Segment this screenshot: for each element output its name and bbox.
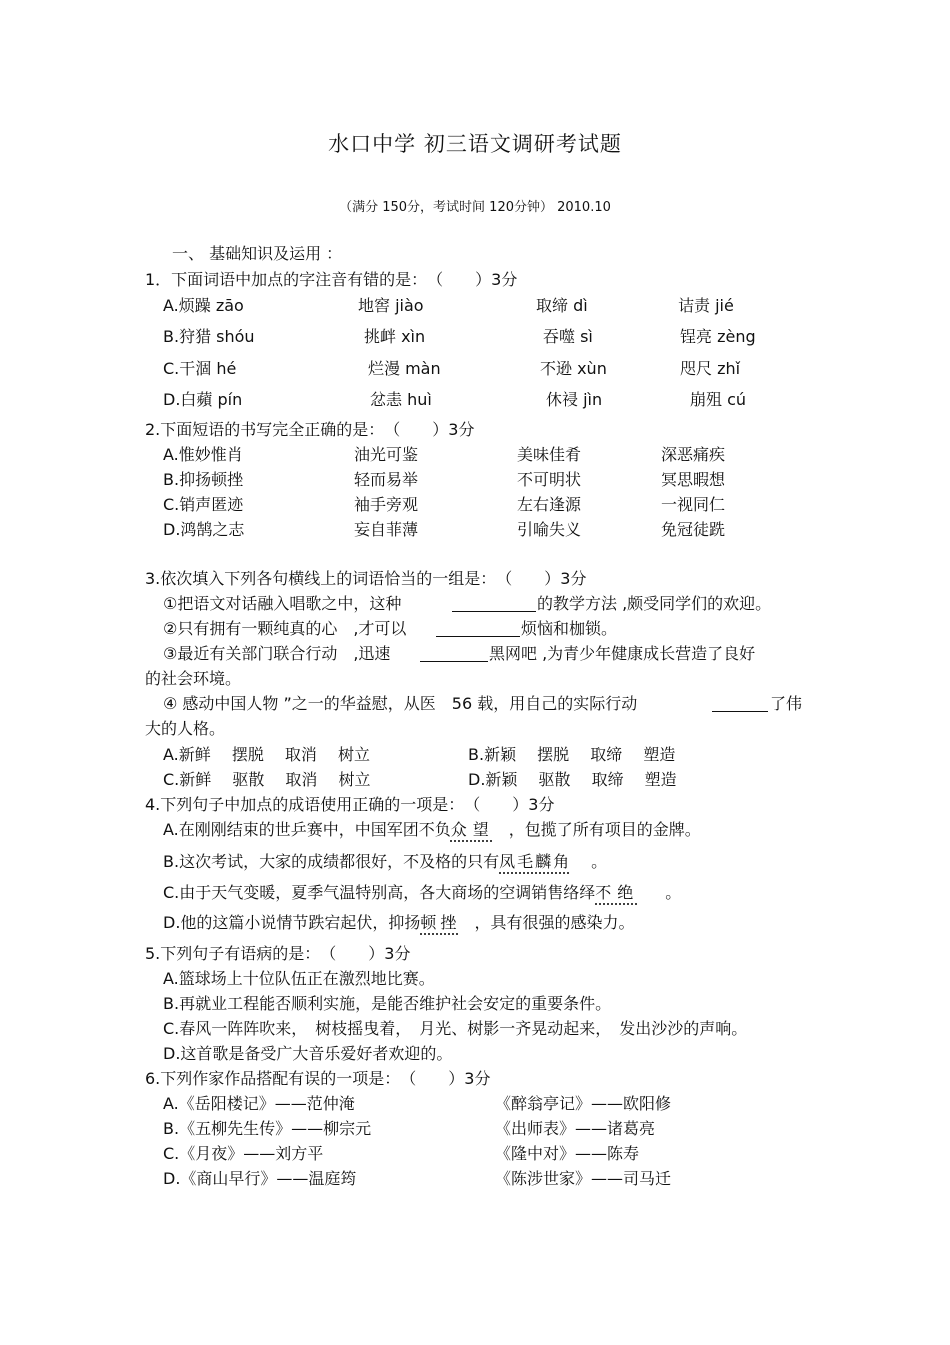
q5-option-b: B.再就业工程能否顺利实施，是能否维护社会安定的重要条件。	[163, 994, 612, 1013]
q6-option: 《出师表》——诸葛亮	[495, 1119, 656, 1138]
q1-option: 不逊 xùn	[540, 359, 607, 378]
q2-option: 袖手旁观	[354, 495, 419, 514]
q1-option: C.干涸 hé	[163, 359, 237, 378]
q3-sentence: 大的人格。	[145, 719, 226, 738]
q6-option: C.《月夜》——刘方平	[163, 1144, 324, 1163]
q2-option: C.销声匿迹	[163, 495, 244, 514]
q3-sentence: ②只有拥有一颗纯真的心 ,才可以	[163, 619, 407, 638]
q6-option: 《陈涉世家》——司马迁	[495, 1169, 672, 1188]
q6-option: B.《五柳先生传》——柳宗元	[163, 1119, 372, 1138]
q2-option: 美味佳肴	[517, 445, 582, 464]
q4-option-b	[163, 852, 607, 872]
q1-option: B.狩猎 shóu	[163, 327, 255, 346]
blank-line	[420, 661, 488, 662]
exam-info: （满分 150分，考试时间 120分钟） 2010.10	[339, 200, 611, 215]
section-heading: 一、 基础知识及运用 ：	[172, 244, 343, 263]
q3-option-a: A.新鲜 摆脱 取消 树立	[163, 745, 371, 764]
q5-option-a: A.篮球场上十位队伍正在激烈地比赛。	[163, 969, 435, 988]
q4-stem: 4.下列句子中加点的成语使用正确的一项是： （ ）3分	[145, 795, 555, 814]
q1-option: D.白蘋 pín	[163, 390, 243, 409]
sentence-text: 。	[665, 883, 682, 902]
dotted-idiom: 不绝	[595, 883, 640, 902]
q1-option: 取缔 dì	[536, 296, 588, 315]
sentence-text: B.这次考试，大家的成绩都很好，不及格的只有	[163, 852, 500, 871]
q2-option: 引喻失义	[517, 520, 582, 539]
q2-option: 左右逢源	[517, 495, 582, 514]
q3-option-d: D.新颖 驱散 取缔 塑造	[468, 770, 677, 789]
q1-option: 烂漫 màn	[368, 359, 441, 378]
q6-option: 《醉翁亭记》——欧阳修	[495, 1094, 672, 1113]
q1-option: 地窖 jiào	[358, 296, 424, 315]
q2-option: 深恶痛疾	[661, 445, 726, 464]
q2-option: 轻而易举	[354, 470, 419, 489]
q3-sentence: 了伟	[770, 694, 803, 713]
q1-option: 锃亮 zèng	[680, 327, 756, 346]
q6-option: A.《岳阳楼记》——范仲淹	[163, 1094, 355, 1113]
q1-option: 崩殂 cú	[690, 390, 747, 409]
q3-option-b: B.新颖 摆脱 取缔 塑造	[468, 745, 676, 764]
blank-line	[452, 611, 536, 612]
q3-sentence: 黑网吧 ,为青少年健康成长营造了良好	[489, 644, 756, 663]
dotted-idiom: 众望	[450, 820, 495, 839]
dotted-idiom: 凤毛麟角	[499, 852, 572, 871]
sentence-text: D.他的这篇小说情节跌宕起伏，抑扬	[163, 913, 421, 932]
q1-option: A.烦躁 zāo	[163, 296, 244, 315]
blank-line	[712, 711, 768, 712]
blank-line	[436, 636, 520, 637]
q1-option: 咫尺 zhǐ	[680, 359, 741, 378]
q1-option: 吞噬 sì	[543, 327, 593, 346]
q1-stem: 1．下面词语中加点的字注音有错的是： （ ）3分	[145, 270, 518, 289]
q4-option-d	[163, 913, 634, 933]
q1-option: 忿恚 huì	[370, 390, 432, 409]
q2-option: 妄自菲薄	[354, 520, 419, 539]
q6-option: 《隆中对》——陈寿	[495, 1144, 640, 1163]
q1-option: 诘责 jié	[678, 296, 734, 315]
q2-option: A.惟妙惟肖	[163, 445, 243, 464]
q3-stem: 3.依次填入下列各句横线上的词语恰当的一组是： （ ）3分	[145, 569, 587, 588]
q3-sentence: 烦恼和枷锁。	[521, 619, 618, 638]
q6-stem: 6.下列作家作品搭配有误的一项是： （ ）3分	[145, 1069, 491, 1088]
sentence-text: C.由于天气变暖，夏季气温特别高，各大商场的空调销售络绎	[163, 883, 596, 902]
q5-option-d: D.这首歌是备受广大音乐爱好者欢迎的。	[163, 1044, 453, 1063]
sentence-text: ，具有很强的感染力。	[474, 913, 635, 932]
page-title: 水口中学 初三语文调研考试题	[328, 132, 622, 156]
q3-sentence: ③最近有关部门联合行动 ,迅速	[163, 644, 391, 663]
dotted-idiom: 顿挫	[420, 913, 461, 932]
q5-option-c: C.春风一阵阵吹来， 树枝摇曳着， 月光、树影一齐晃动起来， 发出沙沙的声响。	[163, 1019, 748, 1038]
q3-sentence: ①把语文对话融入唱歌之中，这种	[163, 594, 402, 613]
q1-option: 休祲 jìn	[546, 390, 603, 409]
sentence-text: 。	[591, 852, 608, 871]
q2-option: 一视同仁	[661, 495, 726, 514]
q2-option: 油光可鉴	[354, 445, 419, 464]
q2-option: 冥思暇想	[661, 470, 726, 489]
q4-option-a	[163, 820, 701, 840]
q2-option: 不可明状	[517, 470, 582, 489]
q5-stem: 5.下列句子有语病的是： （ ）3分	[145, 944, 411, 963]
sentence-text: A.在刚刚结束的世乒赛中，中国军团不负	[163, 820, 451, 839]
q6-option: D.《商山早行》——温庭筠	[163, 1169, 357, 1188]
q4-option-c	[163, 883, 681, 903]
sentence-text: ，包揽了所有项目的金牌。	[508, 820, 701, 839]
q2-option: B.抑扬顿挫	[163, 470, 244, 489]
q3-sentence: 的社会环境。	[145, 669, 242, 688]
q2-option: D.鸿鹄之志	[163, 520, 245, 539]
q3-option-c: C.新鲜 驱散 取消 树立	[163, 770, 371, 789]
q1-option: 挑衅 xìn	[364, 327, 426, 346]
q2-option: 免冠徒跣	[661, 520, 726, 539]
q2-stem: 2.下面短语的书写完全正确的是： （ ）3分	[145, 420, 475, 439]
q3-sentence: 的教学方法 ,颇受同学们的欢迎。	[537, 594, 772, 613]
q3-sentence: ④ 感动中国人物 ”之一的华益慰，从医 56 载，用自己的实际行动	[163, 694, 638, 713]
